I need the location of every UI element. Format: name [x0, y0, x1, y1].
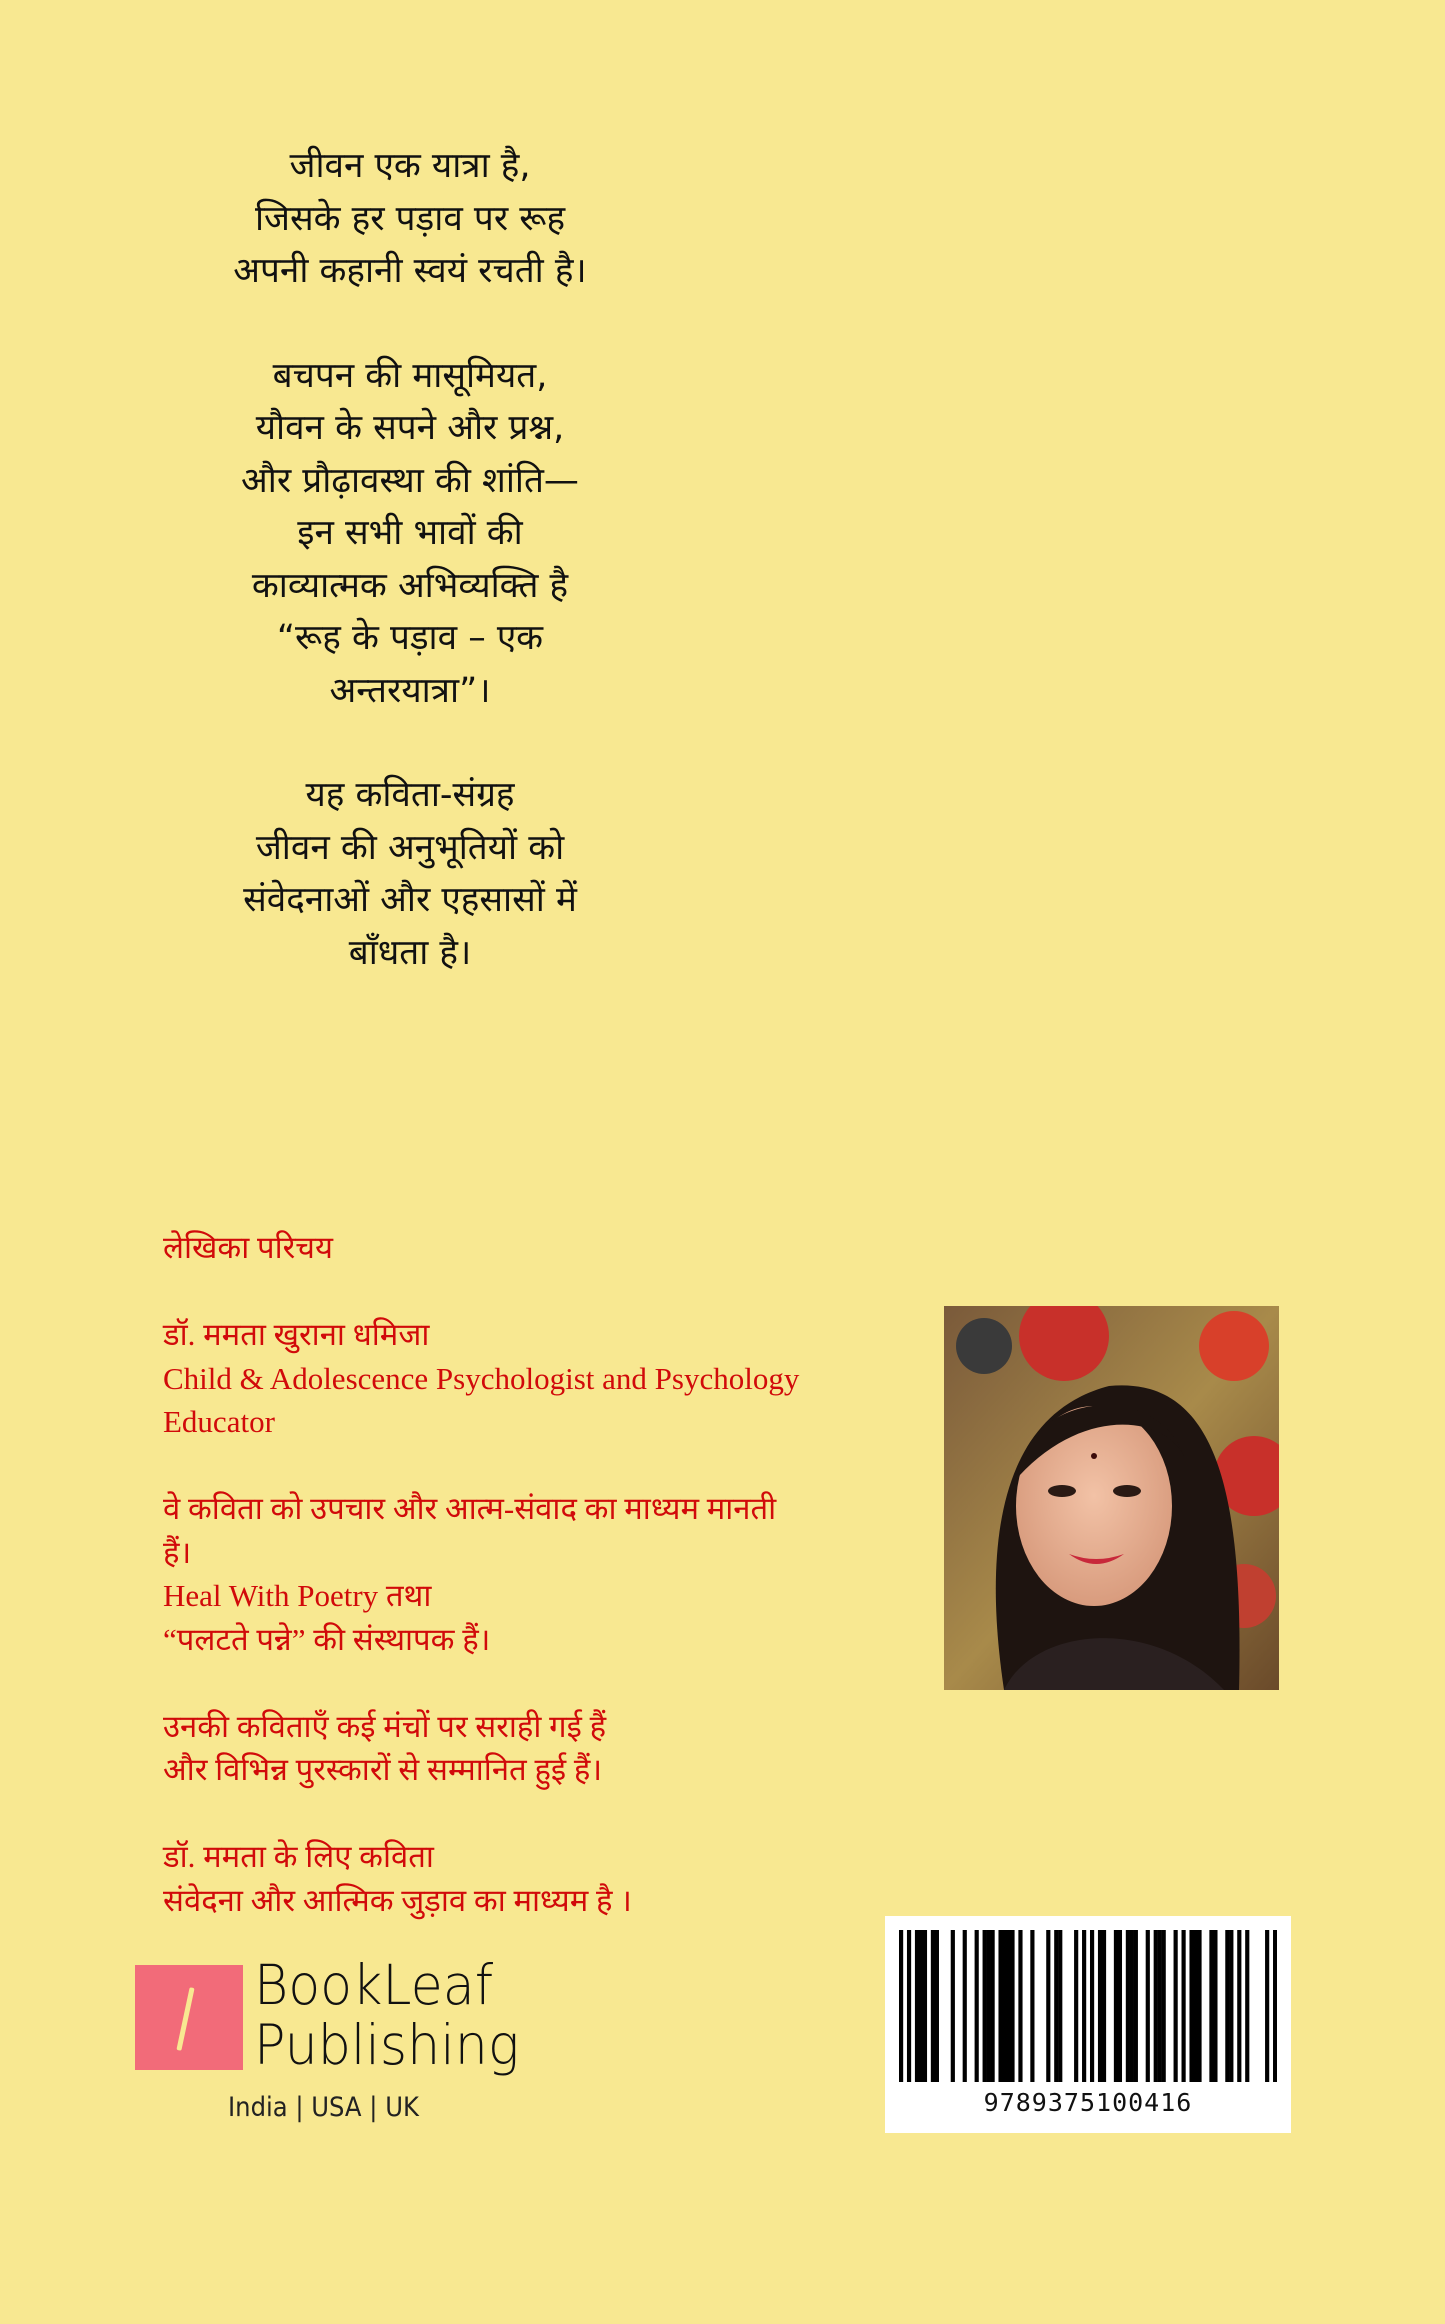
publisher-name-line2: Publishing — [254, 2013, 520, 2077]
bio-line: डॉ. ममता के लिए कविता — [163, 1839, 434, 1874]
barcode-bar — [1090, 1930, 1094, 2082]
barcode-bar — [1018, 1930, 1022, 2082]
barcode-bar — [1134, 1930, 1138, 2082]
barcode-bar — [923, 1930, 927, 2082]
isbn-barcode — [885, 1916, 1291, 2133]
bio-line: “पलटते पन्ने” की संस्थापक हैं। — [163, 1621, 491, 1657]
poem-line: बाँधता है। — [348, 932, 472, 973]
bookleaf-logo-mark — [135, 1965, 243, 2070]
barcode-bar — [1146, 1930, 1150, 2082]
barcode-bar — [1130, 1930, 1134, 2082]
bio-line: और विभिन्न पुरस्कारों से सम्मानित हुई हैं। — [163, 1752, 603, 1787]
poem-line: जीवन की अनुभूतियों को — [255, 827, 565, 868]
barcode-bar — [1054, 1930, 1058, 2082]
barcode-bar — [1030, 1930, 1034, 2082]
barcode-bar — [987, 1930, 991, 2082]
barcode-bar — [1010, 1930, 1014, 2082]
barcode-bar — [963, 1930, 967, 2082]
barcode-bar — [907, 1930, 911, 2082]
barcode-bar — [1002, 1930, 1006, 2082]
poem-line: काव्यात्मक अभिव्यक्ति है — [251, 565, 569, 606]
poem-stanza — [160, 769, 660, 979]
author-title: Child & Adolescence Psychologist and Psychology — [163, 1360, 800, 1396]
author-title-cont: Educator — [163, 1404, 275, 1439]
publisher-name — [254, 1955, 519, 2075]
barcode-bar — [1126, 1930, 1130, 2082]
barcode-bar — [1193, 1930, 1197, 2082]
poem-line: यह कविता-संग्रह — [305, 775, 515, 815]
bio-line: संवेदना और आत्मिक जुड़ाव का माध्यम है । — [163, 1882, 632, 1918]
barcode-bar — [1273, 1930, 1277, 2082]
poem-line: जीवन एक यात्रा है, — [289, 146, 531, 186]
barcode-bar — [1237, 1930, 1241, 2082]
barcode-bar — [1154, 1930, 1158, 2082]
barcode-bar — [1225, 1930, 1229, 2082]
barcode-bar — [1197, 1930, 1201, 2082]
back-cover-poem — [160, 140, 660, 1031]
barcode-bar — [1245, 1930, 1249, 2082]
barcode-bar — [1098, 1930, 1102, 2082]
bio-line: वे कविता को उपचार और आत्म-संवाद का माध्यम मानती — [163, 1491, 777, 1526]
poem-line: बचपन की मासूमियत, — [272, 355, 548, 396]
barcode-bar — [1213, 1930, 1217, 2082]
barcode-bar — [991, 1930, 995, 2082]
poem-line: संवेदनाओं और एहसासों में — [243, 880, 577, 920]
barcode-bar — [1114, 1930, 1118, 2082]
barcode-bar — [1265, 1930, 1269, 2082]
slash-icon — [176, 1987, 194, 2051]
barcode-bar — [1082, 1930, 1086, 2082]
author-heading: लेखिका परिचय — [163, 1230, 333, 1265]
author-bio — [163, 1226, 883, 1922]
barcode-bar — [931, 1930, 935, 2082]
barcode-bar — [1102, 1930, 1106, 2082]
barcode-bar — [935, 1930, 939, 2082]
poem-line: अपनी कहानी स्वयं रचती है। — [233, 251, 587, 291]
poem-line: यौवन के सपने और प्रश्न, — [255, 408, 565, 448]
barcode-bar — [899, 1930, 903, 2082]
barcode-bars — [899, 1930, 1277, 2082]
barcode-bar — [1074, 1930, 1078, 2082]
poem-line: इन सभी भावों की — [297, 513, 523, 553]
barcode-bar — [1046, 1930, 1050, 2082]
isbn-number: 9789375100416 — [983, 2088, 1193, 2117]
barcode-bar — [983, 1930, 987, 2082]
poem-stanza — [160, 350, 660, 718]
barcode-bar — [1174, 1930, 1178, 2082]
publisher-name-line1: BookLeaf — [254, 1953, 494, 2017]
barcode-bar — [1118, 1930, 1122, 2082]
barcode-bar — [1058, 1930, 1062, 2082]
barcode-bar — [919, 1930, 923, 2082]
barcode-bar — [915, 1930, 919, 2082]
publisher-regions: India | USA | UK — [228, 2092, 419, 2123]
barcode-bar — [1229, 1930, 1233, 2082]
barcode-bar — [1189, 1930, 1193, 2082]
barcode-bar — [1209, 1930, 1213, 2082]
barcode-bar — [1006, 1930, 1010, 2082]
barcode-bar — [998, 1930, 1002, 2082]
barcode-bar — [951, 1930, 955, 2082]
barcode-bar — [1158, 1930, 1162, 2082]
bio-line: उनकी कविताएँ कई मंचों पर सराही गई हैं — [163, 1708, 607, 1744]
barcode-bar — [1162, 1930, 1166, 2082]
poem-line: अन्तरयात्रा”। — [329, 670, 491, 711]
poem-line: और प्रौढ़ावस्था की शांति— — [241, 460, 579, 501]
bio-line: Heal With Poetry तथा — [163, 1578, 432, 1613]
poem-line: “रूह के पड़ाव – एक — [276, 618, 544, 658]
poem-stanza — [160, 140, 660, 298]
poem-line: जिसके हर पड़ाव पर रूह — [254, 198, 566, 239]
author-photo — [944, 1306, 1279, 1690]
barcode-bar — [975, 1930, 979, 2082]
author-name: डॉ. ममता खुराना धमिजा — [163, 1317, 430, 1352]
bio-line: हैं। — [163, 1534, 192, 1570]
barcode-bar — [1182, 1930, 1186, 2082]
